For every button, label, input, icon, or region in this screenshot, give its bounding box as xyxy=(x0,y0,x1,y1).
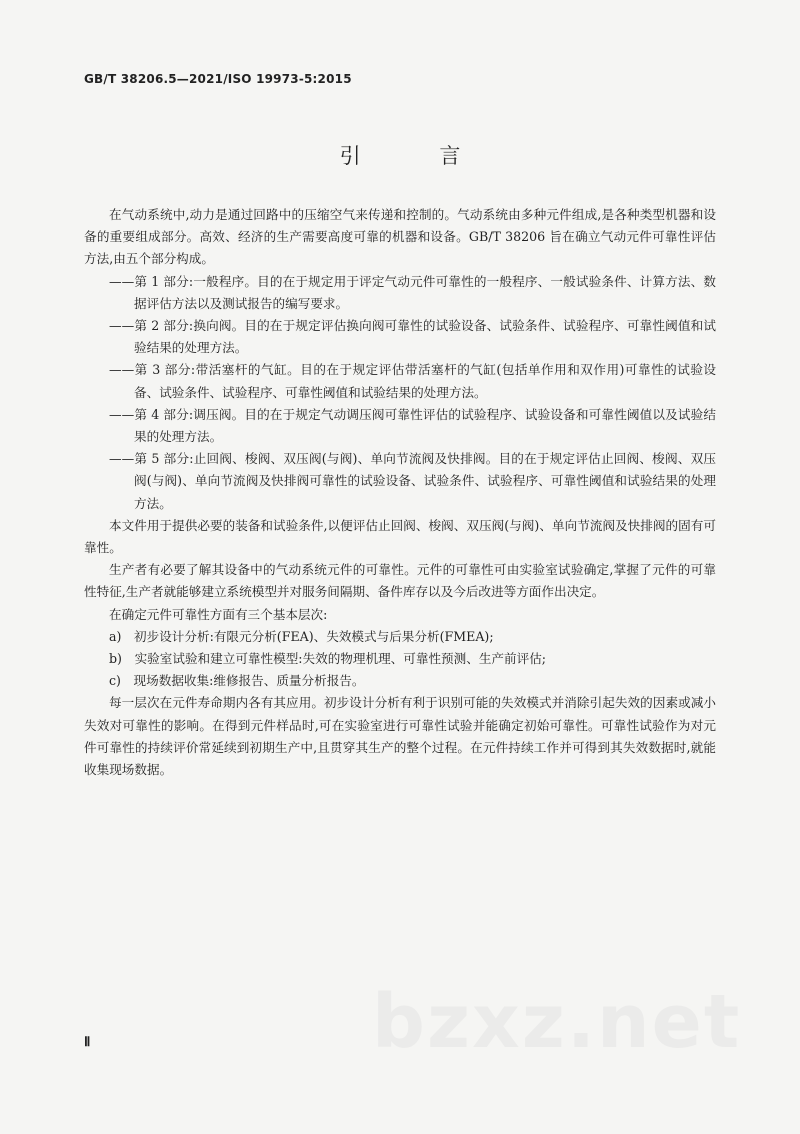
part-3-item: ——第 3 部分:带活塞杆的气缸。目的在于规定评估带活塞杆的气缸(包括单作用和双作用)可靠性的试验设备、试验条件、试验程序、可靠性阈值和试验结果的处理方法。 xyxy=(109,362,716,400)
paragraph-purpose: 本文件用于提供必要的装备和试验条件,以便评估止回阀、梭阀、双压阀(与阀)、单向节流阀及快排阀的固有可靠性。 xyxy=(84,517,716,556)
page-number: Ⅱ xyxy=(84,1034,91,1049)
list-item-b: b) 实验室试验和建立可靠性模型:失效的物理机理、可靠性预测、生产前评估; xyxy=(109,651,547,667)
paragraph-intro: 在气动系统中,动力是通过回路中的压缩空气来传递和控制的。气动系统由多种元件组成,是各种类型机器和设备的重要组成部分。高效、经济的生产需要高度可靠的机器和设备。GB/T 38206 旨在确立气动元件可靠性评估方法,由五个部分构成。 xyxy=(84,207,716,267)
paragraph-producer: 生产者有必要了解其设备中的气动系统元件的可靠性。元件的可靠性可由实验室试验确定,掌握了元件的可靠性特征,生产者就能够建立系统模型并对服务间隔期、备件库存以及今后改进等方面作出决定。 xyxy=(84,562,716,600)
body-text xyxy=(84,204,716,781)
part-2-item: ——第 2 部分:换向阀。目的在于规定评估换向阀可靠性的试验设备、试验条件、试验程序、可靠性阈值和试验结果的处理方法。 xyxy=(109,318,716,356)
list-item-a: a) 初步设计分析:有限元分析(FEA)、失效模式与后果分析(FMEA); xyxy=(109,628,494,644)
standard-number-header: GB/T 38206.5—2021/ISO 19973-5:2015 xyxy=(84,72,352,86)
watermark-logo: bzxz.net xyxy=(372,979,742,1065)
paragraph-lifecycle: 每一层次在元件寿命期内各有其应用。初步设计分析有利于识别可能的失效模式并消除引起失效的因素或减小失效对可靠性的影响。在得到元件样品时,可在实验室进行可靠性试验并能确定初始可靠性。可靠性试验作为对元件可靠性的持续评价常延续到初期生产中,且贯穿其生产的整个过程。在元件持续工作并可得到其失效数据时,就能收集现场数据。 xyxy=(84,695,716,778)
list-item-c: c) 现场数据收集:维修报告、质量分析报告。 xyxy=(109,673,365,689)
part-1-item: ——第 1 部分:一般程序。目的在于规定用于评定气动元件可靠性的一般程序、一般试验条件、计算方法、数据评估方法以及测试报告的编写要求。 xyxy=(109,273,716,311)
part-4-item: ——第 4 部分:调压阀。目的在于规定气动调压阀可靠性评估的试验程序、试验设备和可靠性阈值以及试验结果的处理方法。 xyxy=(109,406,716,445)
paragraph-levels-intro: 在确定元件可靠性方面有三个基本层次: xyxy=(109,606,328,622)
section-title: 引 言 xyxy=(339,144,497,168)
part-5-item: ——第 5 部分:止回阀、梭阀、双压阀(与阀)、单向节流阀及快排阀。目的在于规定评估止回阀、梭阀、双压阀(与阀)、单向节流阀及快排阀可靠性的试验设备、试验条件、试验程序、可靠性阈值和试验结果的处理方法。 xyxy=(109,451,716,511)
